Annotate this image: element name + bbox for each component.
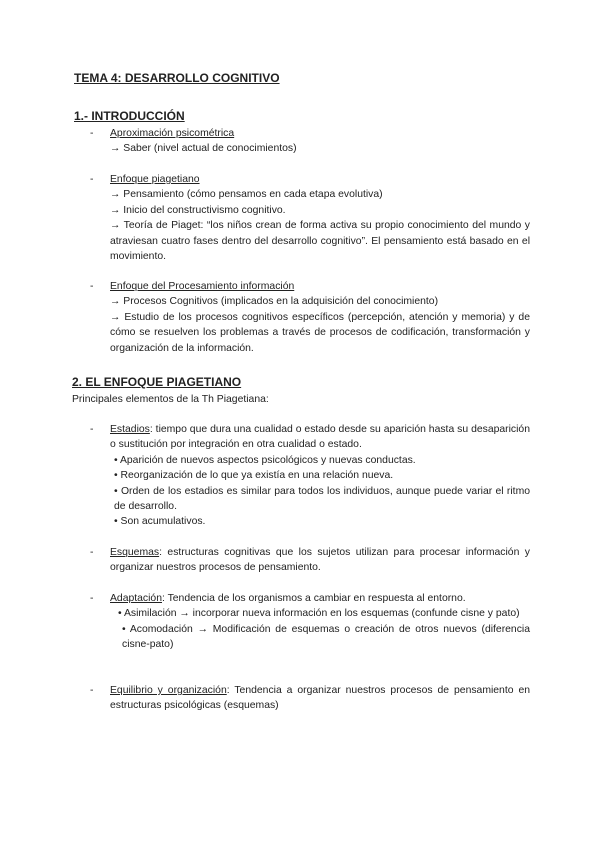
dash-marker: - bbox=[90, 281, 94, 292]
item-text: : Tendencia a organizar nuestros procesos de pensamiento en estructuras psicológicas (esquemas) bbox=[110, 685, 530, 712]
dash-marker: - bbox=[90, 424, 94, 435]
section-2-intro: Principales elementos de la Th Piagetiana: bbox=[72, 394, 269, 405]
bullet-line: • Acomodación → Modificación de esquemas o creación de otros nuevos (diferencia cisne-pato) bbox=[122, 623, 530, 651]
item-paragraph bbox=[110, 545, 530, 576]
list-item bbox=[90, 591, 530, 653]
item-paragraph bbox=[110, 422, 530, 453]
item-text: : estructuras cognitivas que los sujetos utilizan para procesar información y organizar nuestros procesos de pensamiento. bbox=[110, 547, 530, 574]
item-label: Enfoque del Procesamiento información bbox=[110, 281, 295, 292]
dash-marker: - bbox=[90, 174, 94, 185]
item-line: → Pensamiento (cómo pensamos en cada etapa evolutiva) bbox=[110, 189, 383, 201]
section-2-heading: 2. EL ENFOQUE PIAGETIANO bbox=[72, 375, 242, 389]
list-item bbox=[90, 279, 530, 356]
item-label: Equilibrio y organización bbox=[110, 685, 227, 696]
list-item bbox=[90, 126, 530, 157]
item-label: Estadios bbox=[110, 424, 150, 435]
dash-marker: - bbox=[90, 547, 94, 558]
item-line: → Estudio de los procesos cognitivos específicos (percepción, atención y memoria) y de cómo se resuelven los problemas a través de procesos de codificación, transformación y organización de la información. bbox=[110, 311, 530, 354]
item-label: Enfoque piagetiano bbox=[110, 174, 200, 185]
bullet-line: • Reorganización de lo que ya existía en una relación nueva. bbox=[114, 470, 394, 482]
item-text: : Tendencia de los organismos a cambiar en respuesta al entorno. bbox=[162, 593, 466, 604]
list-item bbox=[90, 683, 530, 714]
item-paragraph bbox=[110, 683, 530, 714]
item-text: : tiempo que dura una cualidad o estado desde su aparición hasta su desaparición o sustitución por integración en otra cualidad o estado. bbox=[110, 424, 530, 451]
document-title: TEMA 4: DESARROLLO COGNITIVO bbox=[74, 71, 280, 85]
item-line: → Saber (nivel actual de conocimientos) bbox=[110, 143, 297, 155]
list-item bbox=[90, 422, 530, 530]
item-paragraph bbox=[110, 591, 530, 606]
bullet-line: • Aparición de nuevos aspectos psicológicos y nuevas conductas. bbox=[114, 454, 416, 466]
item-label: Aproximación psicométrica bbox=[110, 128, 235, 139]
list-item bbox=[90, 545, 530, 576]
item-line: → Teoría de Piaget: “los niños crean de forma activa su propio conocimiento del mundo y atraviesan cuatro fases dentro del desarrollo cognitivo”. El pensamiento está basado en el movimiento. bbox=[110, 220, 530, 263]
list-item bbox=[90, 172, 530, 264]
bullet-line: • Son acumulativos. bbox=[114, 516, 206, 528]
item-line: → Inicio del constructivismo cognitivo. bbox=[110, 204, 286, 216]
dash-marker: - bbox=[90, 128, 94, 139]
dash-marker: - bbox=[90, 593, 94, 604]
item-label: Esquemas bbox=[110, 547, 160, 558]
section-1-heading: 1.- INTRODUCCIÓN bbox=[74, 109, 185, 123]
bullet-line: • Asimilación → incorporar nueva información en los esquemas (confunde cisne y pato) bbox=[118, 608, 520, 620]
bullet-line: • Orden de los estadios es similar para todos los individuos, aunque puede variar el ritmo de desarrollo. bbox=[114, 485, 530, 513]
item-label: Adaptación bbox=[110, 593, 162, 604]
item-line: → Procesos Cognitivos (implicados en la adquisición del conocimiento) bbox=[110, 296, 439, 308]
dash-marker: - bbox=[90, 685, 94, 696]
